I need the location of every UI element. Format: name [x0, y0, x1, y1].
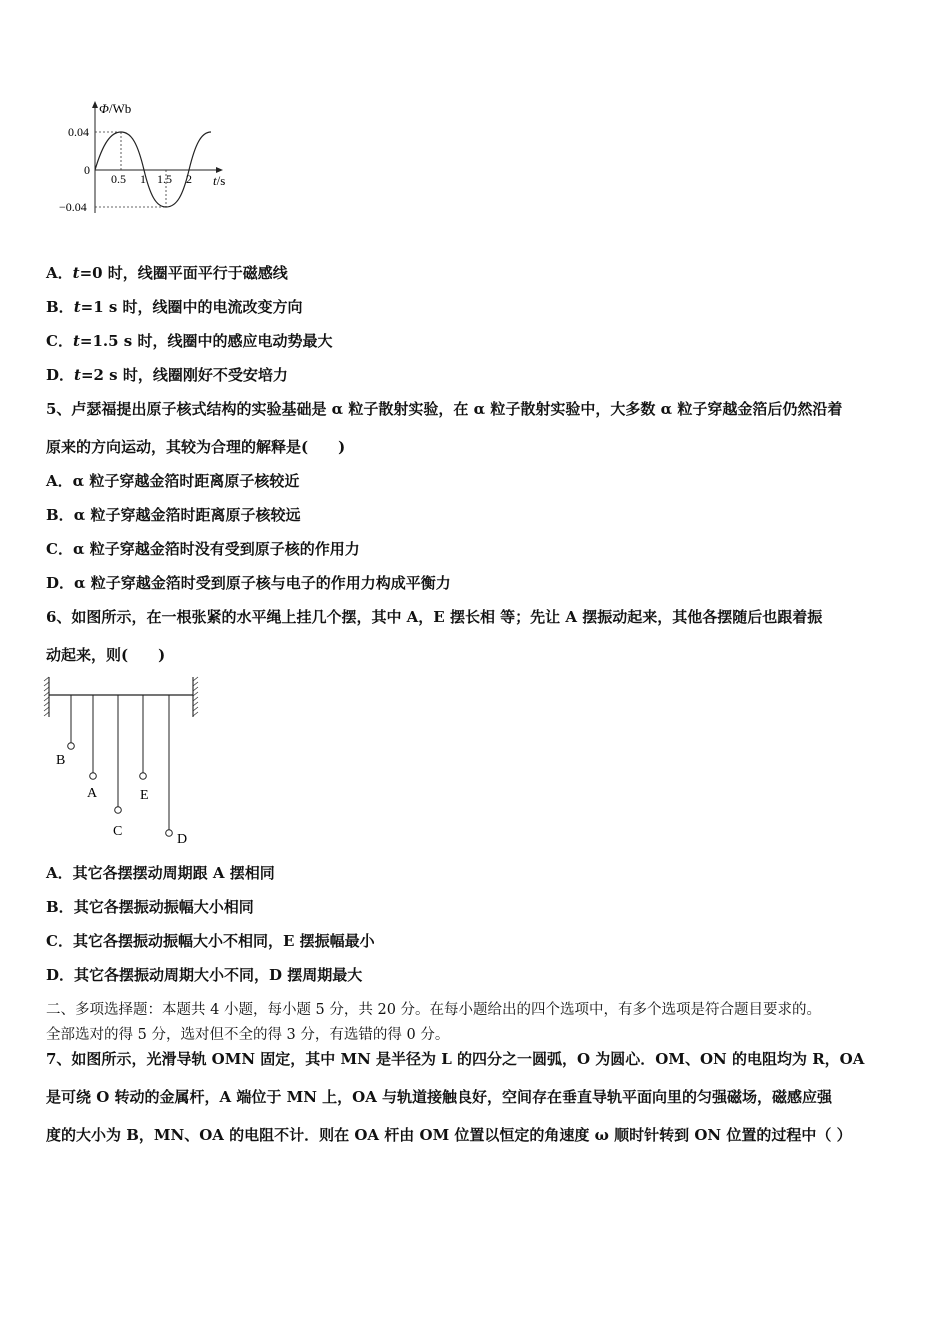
q6-option-a: A．其它各摆摆动周期跟 A 摆相同 [46, 864, 275, 882]
pendulum-label-c: C [113, 824, 123, 839]
graph-x-tick: 1 [140, 172, 146, 186]
section-2-heading: 二、多项选择题：本题共 4 小题，每小题 5 分，共 20 分。在每小题给出的四个选项中，有多个选项是符合题目要求的。 [46, 1002, 822, 1018]
q4-option-d: D．t=2 s 时，线圈刚好不受安培力 [46, 366, 288, 384]
pendulum-diagram [40, 675, 210, 850]
graph-y-label: Φ/Wb [99, 101, 132, 116]
q5-option-a: A．α 粒子穿越金箔时距离原子核较近 [46, 472, 300, 490]
pendulum-bob-d [166, 830, 173, 837]
section-2-heading-line2: 全部选对的得 5 分，选对但不全的得 3 分，有选错的得 0 分。 [46, 1027, 450, 1043]
q6-option-c: C．其它各摆振动振幅大小不相同，E 摆振幅最小 [46, 932, 375, 950]
graph-y-neg-tick: −0.04 [59, 200, 87, 214]
q6-option-b: B．其它各摆振动振幅大小相同 [46, 898, 254, 916]
q5-stem-line1: 5、卢瑟福提出原子核式结构的实验基础是 α 粒子散射实验，在 α 粒子散射实验中，大多数 α 粒子穿越金箔后仍然沿着 [46, 400, 843, 418]
q5-option-d: D．α 粒子穿越金箔时受到原子核与电子的作用力构成平衡力 [46, 574, 451, 592]
pendulum-label-e: E [140, 788, 149, 803]
q7-stem-line1: 7、如图所示，光滑导轨 OMN 固定，其中 MN 是半径为 L 的四分之一圆弧，O 为圆心．OM、ON 的电阻均为 R，OA [46, 1050, 865, 1068]
pendulum-bob-e [140, 773, 147, 780]
graph-y-pos-tick: 0.04 [68, 125, 89, 139]
q4-option-b: B．t=1 s 时，线圈中的电流改变方向 [46, 298, 303, 316]
pendulum-bob-b [68, 743, 75, 750]
q5-option-c: C．α 粒子穿越金箔时没有受到原子核的作用力 [46, 540, 360, 558]
pendulum-label-a: A [87, 786, 98, 801]
flux-time-graph [58, 95, 258, 220]
q7-stem-line2: 是可绕 O 转动的金属杆，A 端位于 MN 上，OA 与轨道接触良好，空间存在垂直导轨平面向里的匀强磁场，磁感应强 [46, 1088, 833, 1106]
q5-stem-line2: 原来的方向运动，其较为合理的解释是( ) [46, 438, 346, 456]
q5-option-b: B．α 粒子穿越金箔时距离原子核较远 [46, 506, 301, 524]
graph-x-label: t/s [213, 173, 226, 188]
q6-stem-line1: 6、如图所示，在一根张紧的水平绳上挂几个摆，其中 A，E 摆长相 等；先让 A 摆振动起来，其他各摆随后也跟着振 [46, 608, 823, 626]
pendulum-bob-c [115, 807, 122, 814]
graph-x-tick: 1.5 [157, 172, 172, 186]
pendulum-label-d: D [177, 832, 188, 847]
pendulum-bob-a [90, 773, 97, 780]
graph-x-tick: 2 [186, 172, 192, 186]
q4-option-c: C．t=1.5 s 时，线圈中的感应电动势最大 [46, 332, 333, 350]
pendulum-label-b: B [56, 753, 66, 768]
q6-stem-line2: 动起来，则( ) [46, 646, 166, 664]
graph-x-tick: 0.5 [111, 172, 126, 186]
q4-option-a: A．t=0 时，线圈平面平行于磁感线 [46, 264, 288, 282]
q6-option-d: D．其它各摆振动周期大小不同，D 摆周期最大 [46, 966, 363, 984]
graph-origin: 0 [84, 163, 90, 177]
q7-stem-line3: 度的大小为 B，MN、OA 的电阻不计．则在 OA 杆由 OM 位置以恒定的角速度 ω 顺时针转到 ON 位置的过程中（ ） [46, 1126, 852, 1144]
